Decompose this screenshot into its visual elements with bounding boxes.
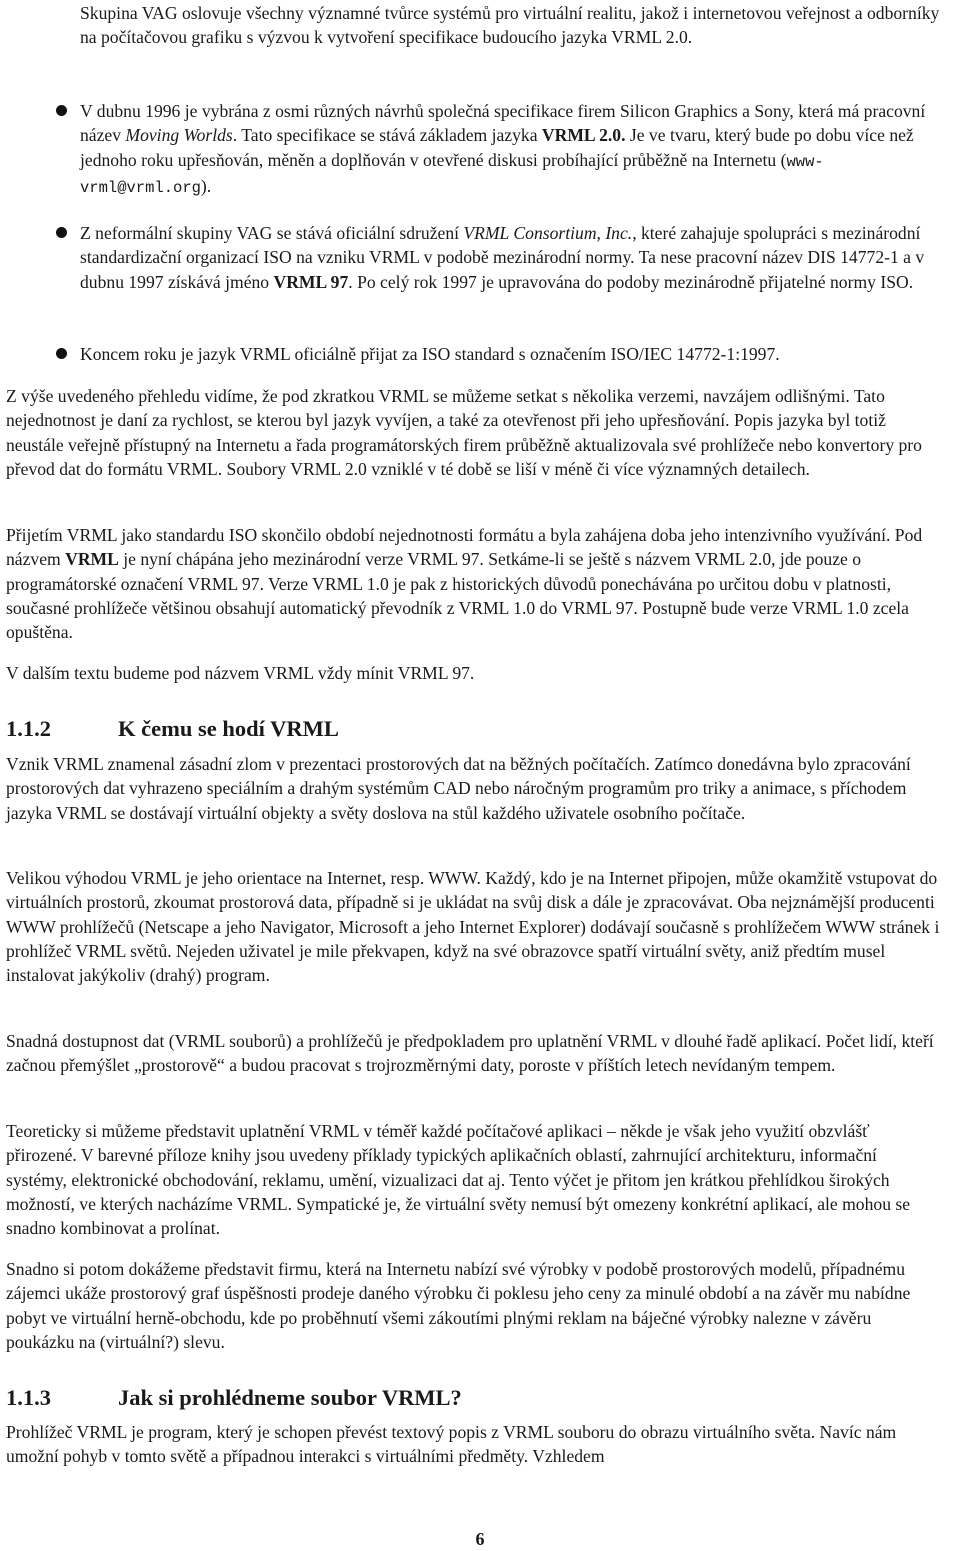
section-heading bbox=[6, 715, 941, 743]
bullet-text bbox=[80, 99, 940, 200]
bullet-item bbox=[56, 342, 940, 366]
body-paragraph: Teoreticky si můžeme představit uplatnění VRML v téměř každé počítačové aplikaci – někde je však jeho využití obzvlášť přirozené. V barevné příloze knihy jsou uvedeny příklady typických aplikačních oblastí, zahrnující architekturu, informační systémy, elektronické obchodování, reklamu, umění, vizualizaci dat aj. Tento výčet je přitom jen krátkou přehlídkou širokých možností, ve kterých nacházíme VRML. Sympatické je, že virtuální světy nemusí být omezeny konkrétní aplikací, ale mohou se snadno kombinovat a prolínat. bbox=[6, 1121, 911, 1239]
body-paragraph: V dalším textu budeme pod názvem VRML vždy mínit VRML 97. bbox=[6, 663, 475, 683]
bullet-item bbox=[56, 221, 940, 294]
paragraph-text-part: Přijetím VRML jako standardu ISO skončilo období nejednotnosti formátu a byla zahájena doba jeho intenzivního využívání. Pod názvem bbox=[6, 525, 923, 570]
bullet-icon bbox=[56, 348, 67, 359]
body-paragraph: Prohlížeč VRML je program, který je schopen převést textový popis z VRML souboru do obrazu virtuálního světa. Navíc nám umožní pohyb v tomto světě a případnou interakci s virtuálními předměty. Vzhledem bbox=[6, 1422, 897, 1467]
bullet-text bbox=[80, 221, 940, 294]
bullet-text-part: . Po celý rok 1997 je upravována do podoby mezinárodně přijatelné normy ISO. bbox=[348, 271, 914, 292]
body-paragraph: Snadná dostupnost dat (VRML souborů) a prohlížečů je předpokladem pro uplatnění VRML v dlouhé řadě aplikací. Počet lidí, kteří začnou přemýšlet „prostorově“ a budou pracovat s trojrozměrnými daty, poroste v příštích letech nevídaným tempem. bbox=[6, 1031, 934, 1076]
paragraph-text-part: je nyní chápána jeho mezinárodní verze VRML 97. Setkáme-li se ještě s názvem VRML 2.0, jde pouze o programátorské označení VRML 97. Verze VRML 1.0 je pak z historických důvodů ponechávána po určitou dobu v platnosti, současné prohlížeče většinou obsahují automatický převodník z VRML 1.0 do VRML 97. Postupně bude verze VRML 1.0 zcela opuštěna. bbox=[6, 549, 909, 643]
bullet-icon bbox=[56, 227, 67, 238]
section-title: K čemu se hodí VRML bbox=[118, 716, 339, 741]
page-number: 6 bbox=[475, 1529, 485, 1549]
bullet-text-part: Z neformální skupiny VAG se stává oficiální sdružení bbox=[80, 223, 464, 243]
email-address: www-vrml@vrml.org bbox=[80, 152, 824, 197]
body-paragraph: Z výše uvedeného přehledu vidíme, že pod zkratkou VRML se můžeme setkat s několika verzemi, navzájem odlišnými. Tato nejednotnost je daní za rychlost, se kterou byl jazyk vyvíjen, a také za otevřenost při jeho upřesňování. Popis jazyka byl totiž neustále veřejně přístupný na Internetu a řada programátorských firem průběžně aktualizovala své prohlížeče nebo konvertory pro převod dat do formátu VRML. Soubory VRML 2.0 vzniklé v té době se liší v méně či více významných detailech. bbox=[6, 386, 922, 479]
body-paragraph bbox=[6, 523, 941, 644]
bold-term: VRML 97 bbox=[273, 271, 349, 292]
italic-term: VRML Consortium, Inc. bbox=[463, 223, 633, 243]
bullet-text: Koncem roku je jazyk VRML oficiálně přijat za ISO standard s označením ISO/IEC 14772-1:1997. bbox=[80, 344, 780, 364]
bold-term: VRML bbox=[65, 549, 119, 570]
bullet-item bbox=[56, 99, 940, 200]
bullet-text-part: ). bbox=[200, 175, 212, 196]
bullet-text-part: V dubnu 1996 je vybrána z osmi různých návrhů společná specifikace firem Silicon Graphics a Sony, která má pracovní název bbox=[80, 101, 926, 146]
body-paragraph: Velikou výhodou VRML je jeho orientace na Internet, resp. WWW. Každý, kdo je na Internet připojen, může okamžitě vstupovat do virtuálních prostorů, zkoumat prostorová data, případně si je ukládat na svůj disk a dále je zpracovávat. Oba nejznámější producenti WWW prohlížečů (Netscape a jeho Navigator, Microsoft a jeho Internet Explorer) dodávají současně s prohlížečem WWW stránek i prohlížeč VRML světů. Nejeden uživatel je mile překvapen, když na své obrazovce spatří virtuální světy, aniž předtím musel instalovat jakýkoliv (drahý) program. bbox=[6, 868, 940, 986]
bullet-text-part: , které zahajuje spolupráci s mezinárodní standardizační organizací ISO na vzniku VRML v podobě mezinárodní normy. Ta nese pracovní název DIS 14772-1 a v dubnu 1997 získává jméno bbox=[80, 223, 925, 292]
italic-term: Moving Worlds bbox=[125, 125, 233, 146]
bullet-text-part: . Tato specifikace se stává základem jazyka bbox=[232, 125, 542, 146]
bold-term: VRML 2.0. bbox=[541, 125, 626, 146]
body-paragraph: Snadno si potom dokážeme představit firmu, která na Internetu nabízí své výrobky v podobě prostorových modelů, případnému zájemci ukáže prostorový graf úspěšnosti prodeje daného výrobku či poklesu jeho ceny za minulé období a na závěr mu nabídne pobyt ve virtuální herně-obchodu, kde po proběhnutí všemi zákoutími plnými reklam na báječné výrobky nalezne v závěru poukázku na (virtuální?) slevu. bbox=[6, 1259, 911, 1352]
section-title: Jak si prohlédneme soubor VRML? bbox=[118, 1385, 462, 1410]
section-number: 1.1.2 bbox=[6, 716, 51, 741]
intro-paragraph: Skupina VAG oslovuje všechny významné tvůrce systémů pro virtuální realitu, jakož i internetovou veřejnost a odborníky na počítačovou grafiku s výzvou k vytvoření specifikace budoucího jazyka VRML 2.0. bbox=[80, 3, 940, 48]
bullet-text-part: Je ve tvaru, který bude po dobu více než jednoho roku upřesňován, měněn a doplňován v otevřené diskusi probíhající průběžně na Internetu ( bbox=[80, 125, 914, 170]
body-paragraph: Vznik VRML znamenal zásadní zlom v prezentaci prostorových dat na běžných počítačích. Zatímco donedávna bylo zpracování prostorových dat vyhrazeno speciálním a drahým systémům CAD nebo náročným programům pro triky a animace, s příchodem jazyka VRML se dostávají virtuální objekty a světy doslova na stůl každého uživatele osobního počítače. bbox=[6, 754, 911, 823]
section-number: 1.1.3 bbox=[6, 1385, 51, 1410]
bullet-icon bbox=[56, 105, 67, 116]
section-heading bbox=[6, 1384, 941, 1412]
